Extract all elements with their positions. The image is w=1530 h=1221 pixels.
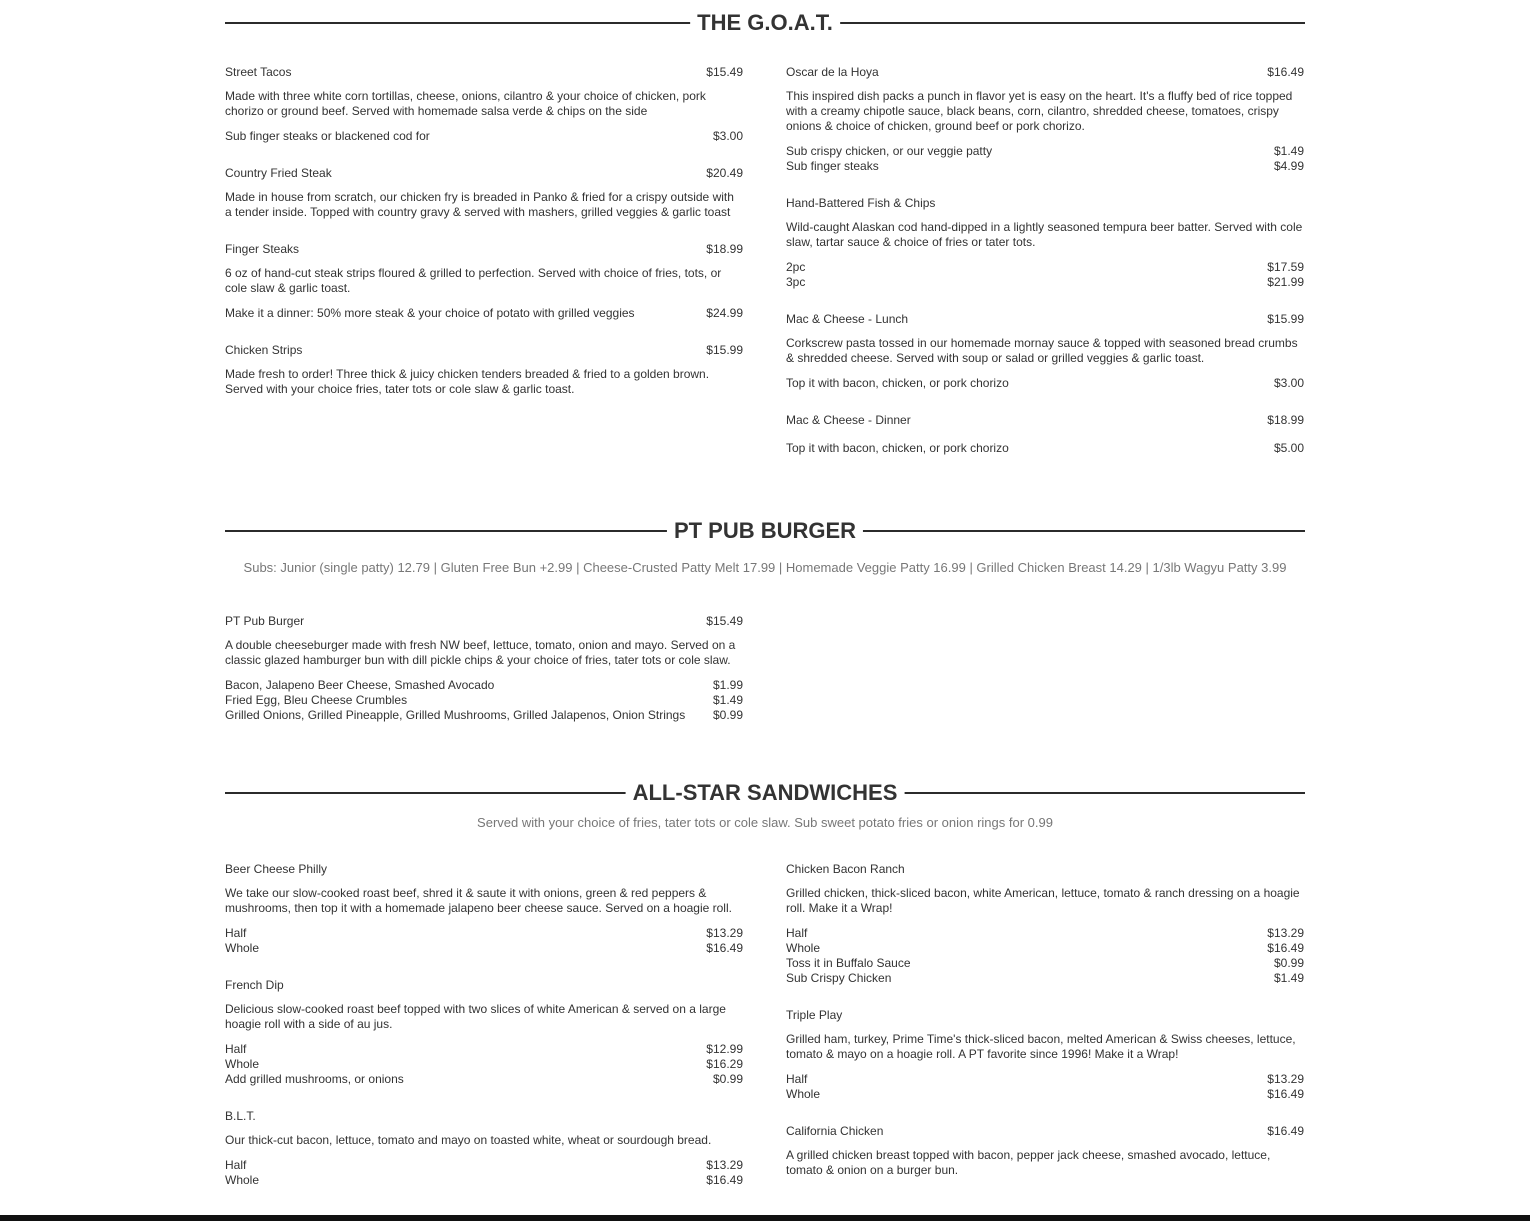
menu-item-header [786,196,1304,211]
option-row [225,1042,743,1057]
section-header [225,0,1305,46]
option-price: $1.49 [1273,971,1304,985]
option-label: Fried Egg, Bleu Cheese Crumbles [225,693,408,707]
menu-item-name: Chicken Strips [225,343,303,357]
option-label: Half [786,1072,808,1086]
menu-item-description: This inspired dish packs a punch in flavor yet is easy on the heart. It's a fluffy bed of rice topped with a creamy chipotle sauce, black beans, corn, cilantro, shredded cheese, tomatoes, crispy onions & choice of chicken, ground beef or pork chorizo. [786,89,1293,133]
menu-item [786,413,1304,456]
menu-item-options [225,926,743,956]
option-label: 2pc [786,260,806,274]
menu-item [225,614,743,723]
option-label: Whole [786,941,821,955]
menu-item-price: $18.99 [1267,413,1304,427]
option-price: $0.99 [1273,956,1304,970]
menu-item-name: California Chicken [786,1124,884,1138]
option-label: Make it a dinner: 50% more steak & your choice of potato with grilled veggies [225,306,635,320]
burger-left-column [225,614,743,745]
menu-item-description: We take our slow-cooked roast beef, shred it & saute it with onions, green & red peppers & mushrooms, then top it with a homemade jalapeno beer cheese sauce. Served on a hoagie roll. [225,886,732,915]
menu-item-header [225,1109,743,1124]
menu-item-options [786,376,1304,391]
option-label: Top it with bacon, chicken, or pork chorizo [786,441,1009,455]
option-row [786,1072,1304,1087]
option-label: Grilled Onions, Grilled Pineapple, Grilled Mushrooms, Grilled Jalapenos, Onion Strings [225,708,686,722]
menu-item-options [786,926,1304,986]
option-price: $16.29 [706,1057,743,1071]
menu-item-options [786,441,1304,456]
goat-right-column [786,65,1304,478]
option-row [786,144,1304,159]
menu-item-name: French Dip [225,978,284,992]
option-price: $0.99 [712,1072,743,1086]
sandwiches-left-column [225,862,743,1210]
menu-item-header [786,413,1304,428]
menu-item-description: Grilled ham, turkey, Prime Time's thick-sliced bacon, melted American & Swiss cheeses, lettuce, tomato & mayo on a hoagie roll. A PT favorite since 1996! Make it a Wrap! [786,1032,1296,1061]
option-price: $16.49 [706,941,743,955]
menu-item-header [786,862,1304,877]
option-row [786,1087,1304,1102]
menu-item-header [786,312,1304,327]
option-price: $16.49 [1267,941,1304,955]
menu-item-header [786,1124,1304,1139]
option-price: $16.49 [706,1173,743,1187]
option-row [225,129,743,144]
menu-item [225,65,743,144]
option-row [786,941,1304,956]
option-row [225,1072,743,1087]
option-row [786,376,1304,391]
option-label: Half [225,926,247,940]
option-row [225,693,743,708]
section-title: ALL-STAR SANDWICHES [626,780,905,806]
menu-item [786,1124,1304,1178]
menu-item-price: $20.49 [706,166,743,180]
option-price: $21.99 [1267,275,1304,289]
menu-item [786,862,1304,986]
menu-item-name: Street Tacos [225,65,292,79]
option-price: $3.00 [1273,376,1304,390]
menu-item-name: Mac & Cheese - Lunch [786,312,909,326]
option-label: Whole [225,941,260,955]
option-row [225,708,743,723]
menu-item [225,862,743,956]
menu-item-price: $15.49 [706,614,743,628]
menu-item-description: Our thick-cut bacon, lettuce, tomato and mayo on toasted white, wheat or sourdough bread. [225,1133,712,1147]
section-goat [225,0,1305,46]
section-header [225,770,1305,816]
menu-item-description: Made in house from scratch, our chicken fry is breaded in Panko & fried for a crispy outside with a tender inside. Topped with country gravy & served with mashers, grilled veggies & garlic toast [225,190,734,219]
option-label: Top it with bacon, chicken, or pork chorizo [786,376,1009,390]
option-label: Add grilled mushrooms, or onions [225,1072,404,1086]
menu-item-description: Wild-caught Alaskan cod hand-dipped in a lightly seasoned tempura beer batter. Served with cole slaw, tartar sauce & choice of fries or tater tots. [786,220,1303,249]
menu-item-name: B.L.T. [225,1109,256,1123]
menu-item-description: 6 oz of hand-cut steak strips floured & grilled to perfection. Served with choice of fries, tots, or cole slaw & garlic toast. [225,266,722,295]
option-row [225,1057,743,1072]
option-price: $1.49 [1273,144,1304,158]
menu-item-header [786,1008,1304,1023]
menu-item-options [225,678,743,723]
menu-item-price: $15.99 [706,343,743,357]
section-header [225,508,1305,554]
option-price: $13.29 [1267,926,1304,940]
option-label: Sub finger steaks or blackened cod for [225,129,430,143]
option-row [786,926,1304,941]
menu-item-name: Hand-Battered Fish & Chips [786,196,936,210]
menu-item-description: Corkscrew pasta tossed in our homemade mornay sauce & topped with seasoned bread crumbs & shredded cheese. Served with soup or salad or grilled veggies & garlic toast. [786,336,1298,365]
option-row [225,926,743,941]
menu-item-description: Made fresh to order! Three thick & juicy chicken tenders breaded & fried to a golden brown. Served with your choice fries, tater tots or cole slaw & garlic toast. [225,367,710,396]
option-price: $16.49 [1267,1087,1304,1101]
menu-item-options [786,1072,1304,1102]
option-label: Sub Crispy Chicken [786,971,892,985]
menu-item-options [786,144,1304,174]
menu-item-price: $15.49 [706,65,743,79]
menu-item-name: Country Fried Steak [225,166,332,180]
option-label: Sub crispy chicken, or our veggie patty [786,144,993,158]
menu-item-header [225,166,743,181]
menu-item-name: Chicken Bacon Ranch [786,862,905,876]
option-price: $13.29 [706,1158,743,1172]
option-label: Half [225,1042,247,1056]
menu-item-options [786,260,1304,290]
option-row [786,275,1304,290]
menu-item [225,343,743,397]
option-row [225,306,743,321]
menu-item-header [225,343,743,358]
menu-item-price: $16.49 [1267,65,1304,79]
option-label: Sub finger steaks [786,159,879,173]
menu-item-options [225,1158,743,1188]
section-note: Subs: Junior (single patty) 12.79 | Gluten Free Bun +2.99 | Cheese-Crusted Patty Melt 17.99 | Homemade Veggie Patty 16.99 | Grilled Chicken Breast 14.29 | 1/3lb Wagyu Patty 3.99 [243,560,1287,575]
section-sandwiches [225,770,1305,830]
menu-item-description: Grilled chicken, thick-sliced bacon, white American, lettuce, tomato & ranch dressing on a hoagie roll. Make it a Wrap! [786,886,1300,915]
menu-item-header [786,65,1304,80]
option-price: $3.00 [712,129,743,143]
menu-item-name: PT Pub Burger [225,614,305,628]
menu-item [225,242,743,321]
option-row [786,971,1304,986]
menu-item-name: Beer Cheese Philly [225,862,328,876]
menu-item-description: Delicious slow-cooked roast beef topped with two slices of white American & served on a large hoagie roll with a side of au jus. [225,1002,726,1031]
option-price: $13.29 [1267,1072,1304,1086]
menu-item-header [225,242,743,257]
menu-item-name: Mac & Cheese - Dinner [786,413,911,427]
option-row [225,941,743,956]
option-row [786,956,1304,971]
option-price: $4.99 [1273,159,1304,173]
option-price: $24.99 [706,306,743,320]
option-row [786,159,1304,174]
bottom-bar [0,1215,1530,1221]
menu-item-description: A double cheeseburger made with fresh NW beef, lettuce, tomato, onion and mayo. Served on a classic glazed hamburger bun with dill pickle chips & your choice of fries, tater tots or cole slaw. [225,638,736,667]
option-row [786,441,1304,456]
option-label: Whole [786,1087,821,1101]
section-title: PT PUB BURGER [667,518,863,544]
option-label: Half [786,926,808,940]
option-label: 3pc [786,275,806,289]
section-burger [225,508,1305,575]
menu-item [225,166,743,220]
option-label: Bacon, Jalapeno Beer Cheese, Smashed Avocado [225,678,495,692]
menu-item-header [225,862,743,877]
menu-item-options [225,306,743,321]
option-label: Whole [225,1173,260,1187]
menu-item-name: Triple Play [786,1008,843,1022]
menu-item-description: Made with three white corn tortillas, cheese, onions, cilantro & your choice of chicken, pork chorizo or ground beef. Served with homemade salsa verde & chips on the side [225,89,706,118]
menu-item-header [225,614,743,629]
menu-item-price: $18.99 [706,242,743,256]
menu-item-options [225,1042,743,1087]
menu-item [786,312,1304,391]
option-label: Whole [225,1057,260,1071]
menu-item [786,196,1304,290]
option-price: $1.49 [712,693,743,707]
menu-item-options [225,129,743,144]
section-note: Served with your choice of fries, tater tots or cole slaw. Sub sweet potato fries or onion rings for 0.99 [477,815,1053,830]
menu-item-price: $16.49 [1267,1124,1304,1138]
option-row [786,260,1304,275]
option-price: $5.00 [1273,441,1304,455]
menu-item-name: Finger Steaks [225,242,300,256]
option-row [225,678,743,693]
option-row [225,1158,743,1173]
sandwiches-right-column [786,862,1304,1200]
option-price: $12.99 [706,1042,743,1056]
option-price: $13.29 [706,926,743,940]
menu-item-header [225,65,743,80]
menu-item-price: $15.99 [1267,312,1304,326]
menu-item [786,1008,1304,1102]
option-label: Half [225,1158,247,1172]
option-price: $17.59 [1267,260,1304,274]
option-label: Toss it in Buffalo Sauce [786,956,911,970]
menu-item [225,978,743,1087]
option-row [225,1173,743,1188]
menu-item [786,65,1304,174]
option-price: $1.99 [712,678,743,692]
section-title: THE G.O.A.T. [690,10,840,36]
goat-left-column [225,65,743,419]
menu-item [225,1109,743,1188]
option-price: $0.99 [712,708,743,722]
menu-item-description: A grilled chicken breast topped with bacon, pepper jack cheese, smashed avocado, lettuce, tomato & onion on a burger bun. [786,1148,1271,1177]
menu-item-name: Oscar de la Hoya [786,65,879,79]
menu-item-header [225,978,743,993]
